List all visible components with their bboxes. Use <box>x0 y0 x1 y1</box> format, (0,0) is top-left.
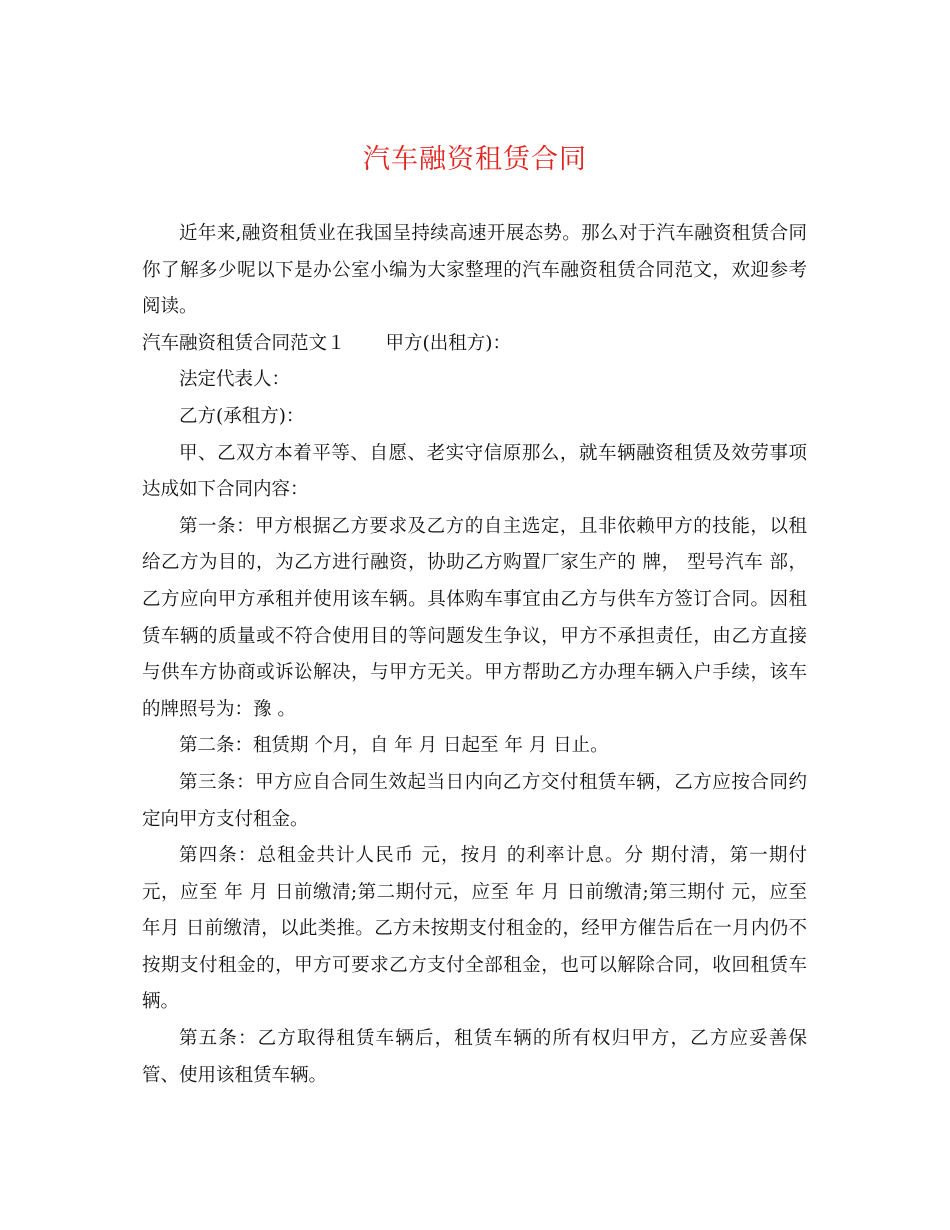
legal-rep-label: 法定代表人： <box>179 369 291 391</box>
article-3: 第三条：甲方应自合同生效起当日内向乙方交付租赁车辆，乙方应按合同约定向甲方支付租金。 <box>142 771 807 830</box>
document-title: 汽车融资租赁合同 <box>363 144 587 175</box>
article-2: 第二条：租赁期 个月，自 年 月 日起至 年 月 日止。 <box>179 735 609 757</box>
article-1: 第一条：甲方根据乙方要求及乙方的自主选定，且非依赖甲方的技能，以租给乙方为目的，为乙方进行融资，协助乙方购置厂家生产的 牌， 型号汽车 部，乙方应向甲方承租并使用该车辆。具体购车事宜由乙方与供车方签订合同。因租赁车辆的质量或不符合使用目的等问题发生争议，甲方不承担责任，由乙方直接与供车方协商或诉讼解决，与甲方无关。甲方帮助乙方办理车辆入户手续，该车的牌照号为：豫 。 <box>142 515 807 720</box>
article-4: 第四条：总租金共计人民币 元，按月 的利率计息。分 期付清，第一期付 元，应至 年 月 日前缴清;第二期付元，应至 年 月 日前缴清;第三期付 元，应至 年月 日前缴清，以此类推。乙方未按期支付租金的，经甲方催告后在一月内仍不按期支付租金的，甲方可要求乙方支付全部租金，也可以解除合同，收回租赁车辆。 <box>142 845 807 1013</box>
party-a-label: 甲方(出租方)： <box>385 332 511 354</box>
document-body <box>142 216 807 1094</box>
article-5: 第五条：乙方取得租赁车辆后，租赁车辆的所有权归甲方，乙方应妥善保管、使用该租赁车辆。 <box>142 1028 807 1086</box>
sample-heading-line <box>142 326 807 363</box>
party-b-label: 乙方(承租方)： <box>179 405 305 427</box>
intro-paragraph: 近年来,融资租赁业在我国呈持续高速开展态势。那么对于汽车融资租赁合同你了解多少呢以下是办公室小编为大家整理的汽车融资租赁合同范文，欢迎参考阅读。 <box>142 223 807 318</box>
preamble-paragraph: 甲、乙双方本着平等、自愿、老实守信原那么，就车辆融资租赁及效劳事项达成如下合同内容： <box>142 442 807 501</box>
sample-heading: 汽车融资租赁合同范文１ <box>142 332 346 354</box>
